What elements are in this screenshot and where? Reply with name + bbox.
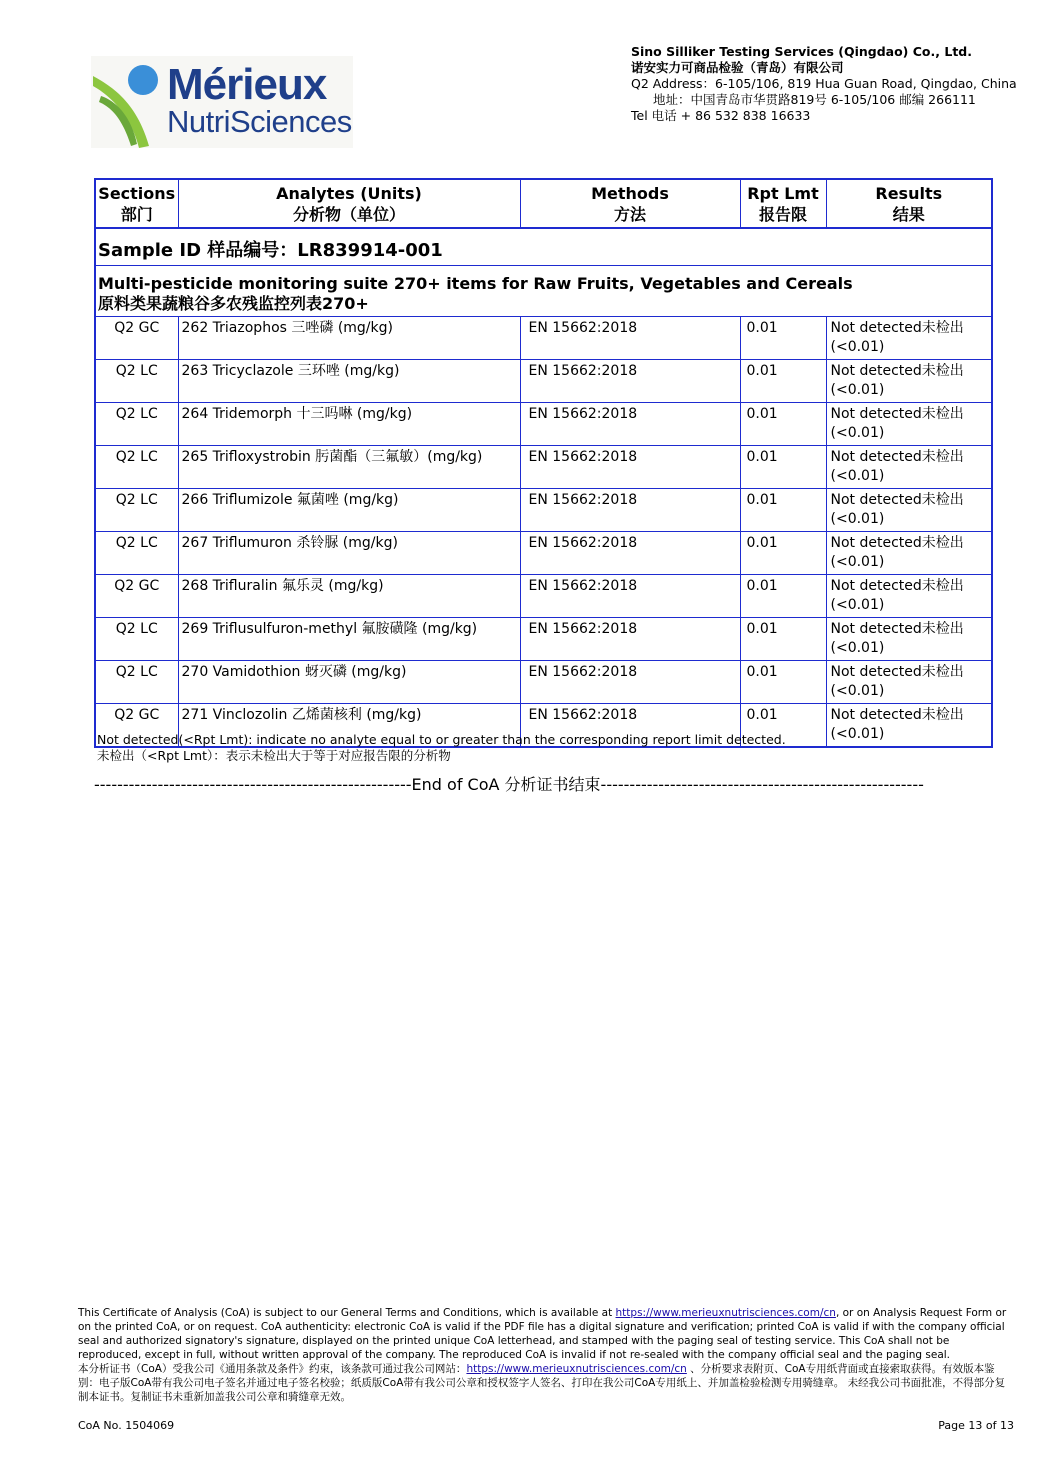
section-cell: Q2 LC (96, 403, 178, 446)
suite-title (96, 266, 991, 317)
table-row (96, 403, 991, 446)
section-cell: Q2 LC (96, 618, 178, 661)
method-cell: EN 15662:2018 (520, 704, 740, 747)
terms-link-cn[interactable]: https://www.merieuxnutrisciences.com/cn (466, 1363, 687, 1375)
end-of-coa-line (94, 772, 1006, 795)
section-cell: Q2 LC (96, 446, 178, 489)
limit-cell: 0.01 (740, 661, 826, 704)
limit-cell: 0.01 (740, 446, 826, 489)
limit-cell: 0.01 (740, 403, 826, 446)
analyte-cell: 269 Triflusulfuron-methyl 氟胺磺隆 (mg/kg) (178, 618, 520, 661)
method-cell: EN 15662:2018 (520, 532, 740, 575)
limit-cell: 0.01 (740, 489, 826, 532)
limit-cell: 0.01 (740, 360, 826, 403)
header-methods: Methods 方法 (520, 180, 740, 228)
not-detected-note (97, 732, 786, 764)
company-name-en: Sino Silliker Testing Services (Qingdao) Co., Ltd. (631, 44, 972, 59)
result-cell: Not detected未检出(<0.01) (826, 360, 991, 403)
analyte-cell: 263 Tricyclazole 三环唑 (mg/kg) (178, 360, 520, 403)
footer-terms (78, 1306, 1014, 1404)
table-row (96, 317, 991, 360)
note-cn: 未检出（<Rpt Lmt）：表示未检出大于等于对应报告限的分析物 (97, 748, 451, 763)
logo-text-nutrisciences: NutriSciences (167, 104, 352, 139)
method-cell: EN 15662:2018 (520, 575, 740, 618)
company-address-en: Q2 Address：6-105/106, 819 Hua Guan Road, Qingdao, China (631, 76, 1017, 91)
section-cell: Q2 GC (96, 575, 178, 618)
company-tel: Tel 电话 + 86 532 838 16633 (631, 108, 811, 123)
header-rpt-lmt: Rpt Lmt 报告限 (740, 180, 826, 228)
header-results: Results 结果 (826, 180, 991, 228)
method-cell: EN 15662:2018 (520, 317, 740, 360)
method-cell: EN 15662:2018 (520, 446, 740, 489)
coa-number: CoA No. 1504069 (78, 1419, 175, 1432)
analyte-cell: 264 Tridemorph 十三吗啉 (mg/kg) (178, 403, 520, 446)
result-cell: Not detected未检出(<0.01) (826, 532, 991, 575)
result-cell: Not detected未检出(<0.01) (826, 403, 991, 446)
analyte-cell: 268 Trifluralin 氟乐灵 (mg/kg) (178, 575, 520, 618)
result-cell: Not detected未检出(<0.01) (826, 489, 991, 532)
limit-cell: 0.01 (740, 618, 826, 661)
result-cell: Not detected未检出(<0.01) (826, 317, 991, 360)
suite-title-cn: 原料类果蔬粮谷多农残监控列表270+ (98, 294, 369, 313)
company-address-cn: 地址：中国青岛市华贯路819号 6-105/106 邮编 266111 (653, 92, 976, 107)
result-cell: Not detected未检出(<0.01) (830, 707, 964, 742)
section-cell: Q2 GC (96, 704, 178, 747)
analyte-cell: 270 Vamidothion 蚜灭磷 (mg/kg) (178, 661, 520, 704)
analyte-cell: 271 Vinclozolin 乙烯菌核利 (mg/kg) (178, 704, 520, 747)
footer-terms-cn: 本分析证书（CoA）受我公司《通用条款及条件》约束，该条款可通过我公司网站：https://www.merieuxnutrisciences.com/cn 、分析要求表附页、CoA专用纸背面或直接索取获得。有效版本鉴别：电子版CoA带有我公司电子签名并通过电子签名校验；纸质版CoA带有我公司公章和授权签字人签名、打印在我公司CoA专用纸上、并加盖检验检测专用骑缝章。 未经我公司书面批准，不得部分复制本证书。复制证书未重新加盖我公司公章和骑缝章无效。 (78, 1363, 1006, 1403)
results-table (94, 178, 993, 748)
note-en: Not detected(<Rpt Lmt): indicate no analyte equal to or greater than the corresponding report limit detected. (97, 732, 786, 747)
analyte-cell: 265 Trifloxystrobin 肟菌酯（三氟敏）(mg/kg) (178, 446, 520, 489)
header-sections: Sections 部门 (96, 180, 178, 228)
company-header (631, 44, 1017, 124)
sample-id: Sample ID 样品编号：LR839914-001 (96, 228, 991, 266)
company-name-cn: 诺安实力可商品检验（青岛）有限公司 (631, 60, 844, 75)
logo-leaf-icon (91, 56, 171, 148)
method-cell: EN 15662:2018 (520, 403, 740, 446)
end-dashes-right: -------------------------------------------------------- (600, 775, 924, 794)
table-row (96, 532, 991, 575)
result-cell: Not detected未检出(<0.01) (826, 618, 991, 661)
limit-cell: 0.01 (740, 704, 826, 747)
method-cell: EN 15662:2018 (520, 661, 740, 704)
table-row (96, 360, 991, 403)
analyte-cell: 266 Triflumizole 氟菌唑 (mg/kg) (178, 489, 520, 532)
table-row (96, 618, 991, 661)
analyte-cell: 267 Triflumuron 杀铃脲 (mg/kg) (178, 532, 520, 575)
end-of-coa-text: End of CoA 分析证书结束 (411, 775, 601, 794)
table-row (96, 575, 991, 618)
table-row (96, 446, 991, 489)
table-row (96, 661, 991, 704)
section-cell: Q2 LC (96, 661, 178, 704)
method-cell: EN 15662:2018 (520, 360, 740, 403)
terms-link-en[interactable]: https://www.merieuxnutrisciences.com/cn (615, 1307, 836, 1319)
limit-cell: 0.01 (740, 575, 826, 618)
result-cell: Not detected未检出(<0.01) (826, 661, 991, 704)
header-analytes: Analytes (Units) 分析物（单位） (178, 180, 520, 228)
method-cell: EN 15662:2018 (520, 618, 740, 661)
table-row (96, 489, 991, 532)
suite-title-en: Multi-pesticide monitoring suite 270+ items for Raw Fruits, Vegetables and Cereals (98, 274, 853, 293)
limit-cell: 0.01 (740, 317, 826, 360)
method-cell: EN 15662:2018 (520, 489, 740, 532)
section-cell: Q2 LC (96, 489, 178, 532)
end-dashes-left: ------------------------------------------------------- (94, 775, 412, 794)
section-cell: Q2 LC (96, 360, 178, 403)
analyte-cell: 262 Triazophos 三唑磷 (mg/kg) (178, 317, 520, 360)
merieux-logo (91, 56, 353, 148)
result-cell: Not detected未检出(<0.01) (826, 575, 991, 618)
logo-text-merieux: Mérieux (167, 60, 327, 109)
result-cell: Not detected未检出(<0.01) (826, 446, 991, 489)
limit-cell: 0.01 (740, 532, 826, 575)
table-header-row (96, 180, 991, 228)
page-number: Page 13 of 13 (938, 1419, 1014, 1432)
footer-terms-en: This Certificate of Analysis (CoA) is subject to our General Terms and Conditions, which is available at https://www.merieuxnutrisciences.com/cn, or on Analysis Request Form or on the printed CoA, or on request. CoA authenticity: electronic CoA is valid if the PDF file has a digital signature and verification; printed CoA is valid if with the company official seal and authorized signatory's signature, displayed on the printed unique CoA letterhead, and stamped with the paging seal of testing service. This CoA shall not be reproduced, except in full, without written approval of the company. The reproduced CoA is invalid if not re-sealed with the company official seal and the paging seal. (78, 1307, 1007, 1361)
section-cell: Q2 GC (96, 317, 178, 360)
section-cell: Q2 LC (96, 532, 178, 575)
